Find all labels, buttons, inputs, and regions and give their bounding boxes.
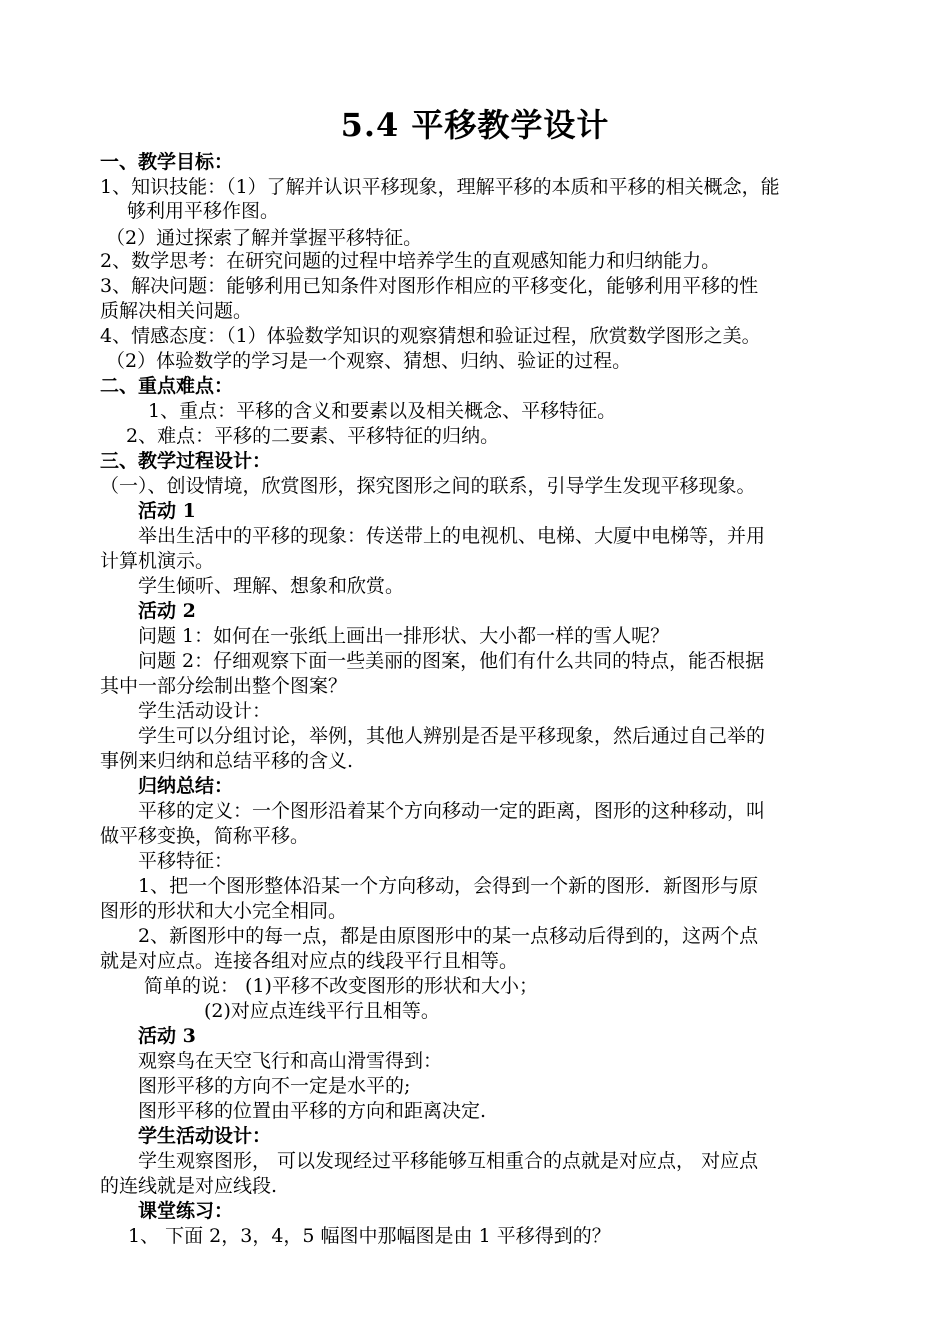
paragraph-line: 1、重点：平移的含义和要素以及相关概念、平移特征。 [148, 400, 617, 422]
paragraph-line: 2、数学思考：在研究问题的过程中培养学生的直观感知能力和归纳能力。 [100, 250, 721, 272]
paragraph-line: 学生观察图形， 可以发现经过平移能够互相重合的点就是对应点， 对应点 [138, 1150, 759, 1172]
activity-heading: 活动 3 [138, 1025, 196, 1047]
paragraph-line: 就是对应点。连接各组对应点的线段平行且相等。 [100, 950, 519, 972]
document-title: 5.4 平移教学设计 [340, 106, 610, 144]
paragraph-line: 图形的形状和大小完全相同。 [100, 900, 348, 922]
paragraph-line: 1、知识技能：（1）了解并认识平移现象，理解平移的本质和平移的相关概念，能 [100, 176, 780, 198]
paragraph-line: 3、解决问题：能够利用已知条件对图形作相应的平移变化，能够利用平移的性 [100, 275, 759, 297]
paragraph-line: 1、把一个图形整体沿某一个方向移动，会得到一个新的图形．新图形与原 [138, 875, 759, 897]
paragraph-line: （2）体验数学的学习是一个观察、猜想、归纳、验证的过程。 [106, 350, 632, 372]
paragraph-line: 学生可以分组讨论，举例，其他人辨别是否是平移现象，然后通过自己举的 [138, 725, 766, 747]
paragraph-line: （一）、创设情境，欣赏图形，探究图形之间的联系，引导学生发现平移现象。 [100, 475, 756, 497]
paragraph-line: 计算机演示。 [100, 550, 215, 572]
activity-heading: 活动 2 [138, 600, 196, 622]
paragraph-line: 2、新图形中的每一点，都是由原图形中的某一点移动后得到的，这两个点 [138, 925, 759, 947]
section-heading: 三、教学过程设计： [100, 450, 272, 472]
paragraph-line: 够利用平移作图。 [127, 200, 280, 222]
paragraph-line: 平移的定义：一个图形沿着某个方向移动一定的距离，图形的这种移动，叫 [138, 800, 766, 822]
paragraph-line: 简单的说： (1)平移不改变图形的形状和大小； [144, 975, 538, 997]
paragraph-line: 质解决相关问题。 [100, 300, 253, 322]
paragraph-line: 4、情感态度：（1）体验数学知识的观察猜想和验证过程，欣赏数学图形之美。 [100, 325, 761, 347]
subheading: 学生活动设计： [138, 1125, 272, 1147]
paragraph-line: 举出生活中的平移的现象：传送带上的电视机、电梯、大厦中电梯等，并用 [138, 525, 766, 547]
section-heading: 二、重点难点： [100, 375, 234, 397]
subheading: 课堂练习： [138, 1200, 234, 1222]
paragraph-line: 学生倾听、理解、想象和欣赏。 [138, 575, 405, 597]
paragraph-line: 图形平移的方向不一定是水平的; [138, 1075, 411, 1097]
paragraph-line: 问题 1：如何在一张纸上画出一排形状、大小都一样的雪人呢？ [138, 625, 670, 647]
paragraph-line: 的连线就是对应线段. [100, 1175, 278, 1197]
paragraph-line: 做平移变换，简称平移。 [100, 825, 310, 847]
paragraph-line: (2)对应点连线平行且相等。 [204, 1000, 440, 1022]
paragraph-line: 观察鸟在天空飞行和高山滑雪得到： [138, 1050, 443, 1072]
paragraph-line: 平移特征： [138, 850, 234, 872]
paragraph-line: （2）通过探索了解并掌握平移特征。 [106, 227, 423, 249]
paragraph-line: 事例来归纳和总结平移的含义. [100, 750, 354, 772]
subheading: 归纳总结： [138, 775, 234, 797]
paragraph-line: 学生活动设计： [138, 700, 272, 722]
exercise-question: 1、 下面 2，3，4，5 幅图中那幅图是由 1 平移得到的？ [128, 1225, 611, 1247]
paragraph-line: 问题 2：仔细观察下面一些美丽的图案，他们有什么共同的特点，能否根据 [138, 650, 765, 672]
paragraph-line: 图形平移的位置由平移的方向和距离决定. [138, 1100, 487, 1122]
paragraph-line: 其中一部分绘制出整个图案？ [100, 675, 348, 697]
paragraph-line: 2、难点：平移的二要素、平移特征的归纳。 [126, 425, 500, 447]
section-heading: 一、教学目标： [100, 151, 234, 173]
activity-heading: 活动 1 [138, 500, 196, 522]
